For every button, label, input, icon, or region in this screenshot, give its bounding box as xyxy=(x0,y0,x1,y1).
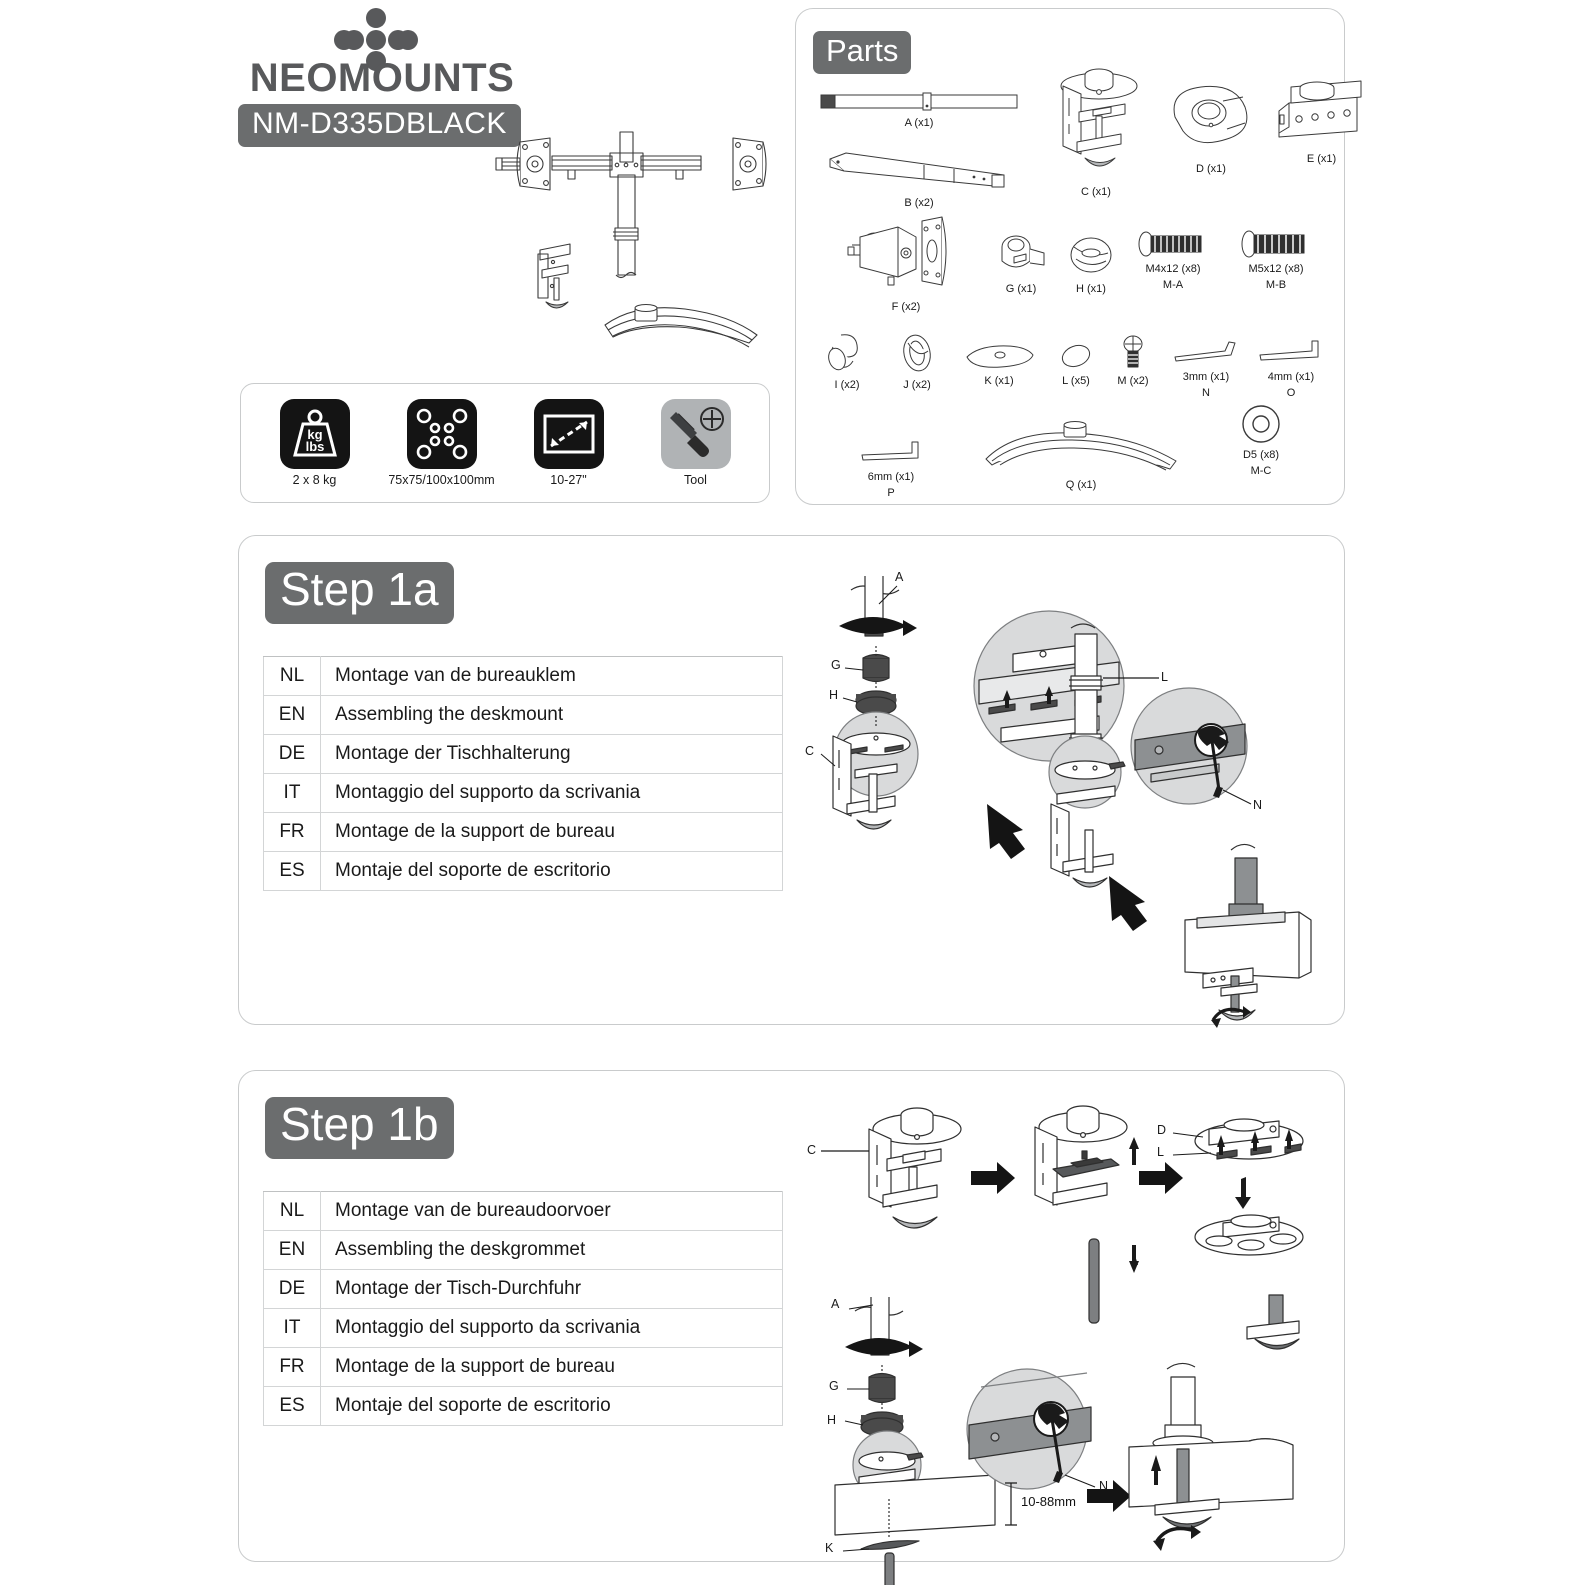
spec-label-screensize: 10-27" xyxy=(550,473,587,487)
part-label-H: H (x1) xyxy=(1076,283,1106,295)
callout-L: L xyxy=(1157,1145,1164,1159)
spec-label-tool: Tool xyxy=(684,473,707,487)
part-M-C xyxy=(1216,401,1306,479)
spec-label-weight: 2 x 8 kg xyxy=(292,473,337,487)
screwdriver-tool-icon xyxy=(661,399,731,469)
part-label-A: A (x1) xyxy=(904,117,934,129)
part-label-K: K (x1) xyxy=(984,375,1014,387)
part-sublabel-M-B: M-B xyxy=(1265,278,1287,291)
part-sublabel-M-A: M-A xyxy=(1162,278,1184,291)
table-row xyxy=(264,657,783,696)
part-label-I: I (x2) xyxy=(834,379,860,391)
spec-item-vesa xyxy=(384,399,500,487)
part-label-Q: Q (x1) xyxy=(1065,479,1097,491)
ring-clip-icon xyxy=(892,331,942,377)
callout-H: H xyxy=(829,688,839,702)
part-F xyxy=(841,209,971,315)
callout-N: N xyxy=(1099,1479,1109,1493)
step-1a-panel xyxy=(238,535,1345,1025)
step-1a-diagram xyxy=(799,558,1329,1008)
lang-text: Montaje del soporte de escritorio xyxy=(321,852,783,891)
lang-text: Montaggio del supporto da scrivania xyxy=(321,774,783,813)
desk-stand-foot-icon xyxy=(974,419,1189,477)
step-1b-diagram xyxy=(799,1089,1334,1555)
allen-key-4mm-icon xyxy=(1256,339,1326,369)
lang-code: DE xyxy=(264,1270,321,1309)
table-row xyxy=(264,735,783,774)
screw-m4x12-icon xyxy=(1133,227,1213,261)
lang-code: ES xyxy=(264,1387,321,1426)
parts-panel xyxy=(795,8,1345,505)
callout-A: A xyxy=(895,570,904,584)
washer-d5-icon xyxy=(1238,401,1284,447)
part-M-B xyxy=(1221,227,1331,293)
grommet-base-plate-icon xyxy=(1161,81,1261,161)
part-A xyxy=(814,87,1024,131)
part-sublabel-O: O xyxy=(1286,386,1296,399)
part-label-P: 6mm (x1) xyxy=(867,471,915,483)
table-row xyxy=(264,813,783,852)
allen-key-3mm-icon xyxy=(1171,339,1241,369)
screen-size-icon xyxy=(534,399,604,469)
brand-name: NEOMOUNTS xyxy=(249,56,515,100)
lang-text: Montaggio del supporto da scrivania xyxy=(321,1309,783,1348)
vesa-pattern-icon xyxy=(407,399,477,469)
table-row xyxy=(264,852,783,891)
lang-text: Montage van de bureaudoorvoer xyxy=(321,1192,783,1231)
lang-text: Assembling the deskmount xyxy=(321,696,783,735)
part-label-B: B (x2) xyxy=(904,197,934,209)
part-J xyxy=(882,331,952,393)
svg-text:kg: kg xyxy=(306,427,323,442)
weight-capacity-icon xyxy=(280,399,350,469)
spec-item-tool xyxy=(638,399,754,487)
vesa-head-tilt-icon xyxy=(846,209,966,299)
thumb-screw-icon xyxy=(1111,333,1155,373)
hero-product-illustration xyxy=(480,120,790,370)
monitor-arm-icon xyxy=(824,149,1014,195)
cable-clip-icon xyxy=(821,329,873,377)
lang-text: Montage der Tischhalterung xyxy=(321,735,783,774)
part-K xyxy=(954,339,1044,389)
step-1b-badge: Step 1b xyxy=(265,1097,454,1159)
part-E xyxy=(1264,71,1379,167)
callout-G: G xyxy=(831,658,841,672)
lang-code: EN xyxy=(264,1231,321,1270)
tube-extension-pole-icon xyxy=(819,87,1019,115)
step-1a-badge: Step 1a xyxy=(265,562,454,624)
table-row xyxy=(264,696,783,735)
lang-code: NL xyxy=(264,1192,321,1231)
callout-A: A xyxy=(831,1297,840,1311)
lang-code: FR xyxy=(264,1348,321,1387)
part-sublabel-M-C: M-C xyxy=(1250,464,1272,477)
callout-G: G xyxy=(829,1379,839,1393)
part-label-C: C (x1) xyxy=(1081,186,1111,198)
crossbar-block-icon xyxy=(1269,71,1374,151)
lang-code: DE xyxy=(264,735,321,774)
screw-m5x12-icon xyxy=(1236,227,1316,261)
lang-text: Montage der Tisch-Durchfuhr xyxy=(321,1270,783,1309)
part-L xyxy=(1044,339,1108,389)
callout-C: C xyxy=(805,744,815,758)
desk-clamp-icon xyxy=(1041,64,1151,184)
callout-C: C xyxy=(807,1143,817,1157)
allen-key-6mm-icon xyxy=(856,439,926,469)
table-row xyxy=(264,774,783,813)
part-label-L: L (x5) xyxy=(1062,375,1090,387)
part-C xyxy=(1036,64,1156,200)
lang-text: Montage van de bureauklem xyxy=(321,657,783,696)
table-row xyxy=(264,1231,783,1270)
callout-H: H xyxy=(827,1413,837,1427)
part-label-D: D (x1) xyxy=(1196,163,1226,175)
part-label-G: G (x1) xyxy=(1005,283,1037,295)
table-row xyxy=(264,1348,783,1387)
part-M xyxy=(1101,333,1165,389)
lang-text: Montage de la support de bureau xyxy=(321,1348,783,1387)
part-sublabel-N: N xyxy=(1202,386,1210,399)
callout-N: N xyxy=(1253,798,1263,812)
part-label-J: J (x2) xyxy=(903,379,931,391)
table-row xyxy=(264,1387,783,1426)
part-label-O: 4mm (x1) xyxy=(1267,371,1315,383)
part-label-M-A: M4x12 (x8) xyxy=(1145,263,1201,275)
part-I xyxy=(812,329,882,393)
table-row xyxy=(264,1270,783,1309)
part-Q xyxy=(966,419,1196,493)
model-badge: NM-D335DBLACK xyxy=(238,104,521,147)
part-label-F: F (x2) xyxy=(891,301,921,313)
callout-K: K xyxy=(825,1541,834,1555)
part-label-E: E (x1) xyxy=(1306,153,1337,165)
lang-text: Montage de la support de bureau xyxy=(321,813,783,852)
lang-code: ES xyxy=(264,852,321,891)
lang-code: EN xyxy=(264,696,321,735)
part-O xyxy=(1251,339,1331,401)
table-row xyxy=(264,1192,783,1231)
part-N xyxy=(1166,339,1246,401)
lang-text: Assembling the deskgrommet xyxy=(321,1231,783,1270)
part-sublabel-P: P xyxy=(887,486,895,499)
part-D xyxy=(1156,81,1266,177)
part-label-N: 3mm (x1) xyxy=(1182,371,1230,383)
callout-L: L xyxy=(1161,670,1168,684)
parts-title: Parts xyxy=(813,31,911,74)
lang-code: IT xyxy=(264,1309,321,1348)
step-1b-language-table xyxy=(263,1191,783,1426)
collar-ring-icon xyxy=(990,231,1052,281)
lang-text: Montaje del soporte de escritorio xyxy=(321,1387,783,1426)
spec-item-weight xyxy=(257,399,373,487)
washer-disc-icon xyxy=(1060,231,1122,281)
grommet-backplate-icon xyxy=(959,339,1039,373)
specifications-panel xyxy=(240,383,770,503)
part-P xyxy=(846,439,936,501)
lang-code: FR xyxy=(264,813,321,852)
callout-D: D xyxy=(1157,1123,1167,1137)
spec-item-screensize xyxy=(511,399,627,487)
step-1a-language-table xyxy=(263,656,783,891)
part-G xyxy=(981,231,1061,297)
desk-thickness-dimension: 10-88mm xyxy=(1021,1494,1076,1509)
svg-text:lbs: lbs xyxy=(305,439,324,454)
table-row xyxy=(264,1309,783,1348)
step-1b-panel xyxy=(238,1070,1345,1562)
part-label-M-B: M5x12 (x8) xyxy=(1248,263,1304,275)
part-label-M: M (x2) xyxy=(1117,375,1149,387)
spec-label-vesa: 75x75/100x100mm xyxy=(388,473,495,487)
oval-washer-icon xyxy=(1054,339,1098,373)
part-B xyxy=(814,149,1024,211)
lang-code: IT xyxy=(264,774,321,813)
part-label-M-C: D5 (x8) xyxy=(1242,449,1280,461)
part-M-A xyxy=(1118,227,1228,293)
lang-code: NL xyxy=(264,657,321,696)
